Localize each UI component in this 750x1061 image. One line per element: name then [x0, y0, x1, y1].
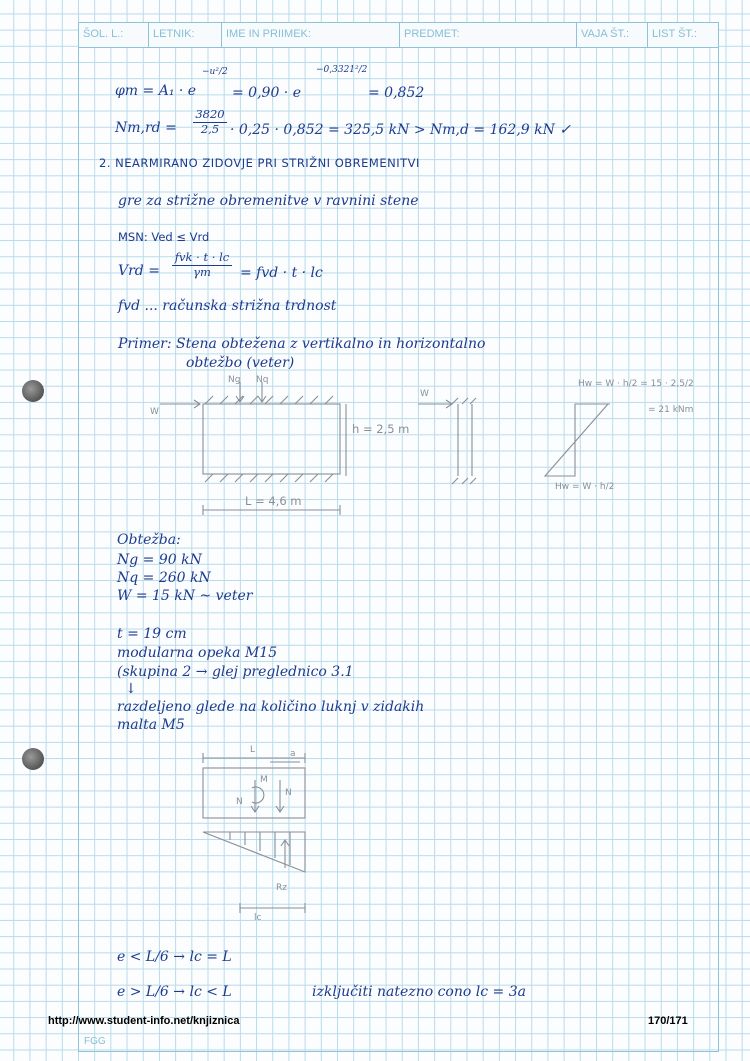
- footer-page-number: 170/171: [648, 1015, 688, 1027]
- moment-bottom-label: Hw = W · h/2: [555, 482, 615, 492]
- formula-phi: φm = A₁ · e: [115, 83, 197, 99]
- header-name: IME IN PRIIMEK:: [222, 23, 400, 47]
- mortar-type: malta M5: [117, 717, 185, 733]
- text-shear-loads: gre za strižne obremenitve v ravnini stene: [118, 193, 419, 209]
- fgg-label: FGG: [84, 1036, 106, 1047]
- formula-phi-result: = 0,852: [368, 85, 425, 101]
- header-subject: PREDMET:: [400, 23, 577, 47]
- header-exercise: VAJA ŠT.:: [577, 23, 648, 47]
- header-year: LETNIK:: [149, 23, 222, 47]
- text-example-wind: obtežbo (veter): [186, 355, 295, 371]
- lc-label: lc: [254, 913, 262, 923]
- fraction-nmrd-denominator: 2,5: [200, 121, 220, 136]
- load-nq: Nq = 260 kN: [117, 570, 211, 586]
- moment-arc: [252, 787, 264, 803]
- cantilever-wind-label: W: [420, 389, 429, 399]
- reaction-label: Rz: [276, 883, 287, 893]
- n-label-left: N: [236, 797, 243, 807]
- reaction-arrow: [281, 840, 289, 868]
- load-ng: Ng = 90 kN: [117, 552, 202, 568]
- moment-label: M: [260, 775, 268, 785]
- condition-small-eccentricity: e < L/6 → lc = L: [117, 949, 232, 965]
- formula-phi-exp2: −0,3321²/2: [316, 65, 368, 75]
- condition-note: izključiti natezno cono lc = 3a: [312, 984, 526, 1000]
- loads-title: Obtežba:: [117, 532, 181, 548]
- text-msn: MSN: Ved ≤ Vrd: [118, 230, 210, 244]
- section-heading: 2. NEARMIRANO ZIDOVJE PRI STRIŽNI OBREMENITVI: [99, 156, 420, 170]
- divided-note: razdeljeno glede na količino luknj v zidakih: [117, 699, 425, 715]
- moment-top-result: = 21 kNm: [648, 405, 694, 415]
- n-arrow-left: [251, 780, 259, 812]
- formula-nmrd-rest: · 0,25 · 0,852 = 325,5 kN > Nm,d = 162,9 kN ✓: [230, 122, 572, 138]
- formula-phi-mid: = 0,90 · e: [232, 85, 301, 101]
- formula-nmrd: Nm,rd =: [115, 120, 177, 136]
- n-arrow-right: [276, 780, 284, 812]
- wind-label: W: [150, 407, 159, 417]
- formula-phi-exp: −u²/2: [202, 67, 228, 77]
- formula-vrd: Vrd =: [118, 263, 160, 279]
- fraction-vrd-numerator: fvk · t · lc: [172, 252, 232, 266]
- fraction-vrd-denominator: γm: [193, 264, 211, 279]
- eccentricity-label: a: [290, 749, 296, 759]
- formula-vrd-rest: = fvd · t · lc: [240, 265, 323, 281]
- nq-label: Nq: [256, 375, 269, 385]
- condition-large-eccentricity: e > L/6 → lc < L: [117, 984, 232, 1000]
- group-arrow: ↓: [125, 681, 137, 697]
- brick-group: (skupina 2 → glej preglednico 3.1: [117, 664, 354, 680]
- header-school: ŠOL. L.:: [79, 23, 149, 47]
- wall-thickness: t = 19 cm: [117, 626, 187, 642]
- ng-label: Ng: [228, 375, 241, 385]
- load-wind: W = 15 kN ~ veter: [117, 588, 253, 604]
- header-sheet: LIST ŠT.:: [652, 28, 698, 40]
- lc-dimension: [240, 903, 305, 913]
- length-top-label: L: [250, 745, 256, 755]
- length-label: L = 4,6 m: [245, 494, 302, 508]
- n-label-right: N: [285, 788, 292, 798]
- stress-hatch: [230, 832, 290, 865]
- text-example: Primer: Stena obtežena z vertikalno in horizontalno: [118, 336, 486, 352]
- moment-top-label: Hw = W · h/2 = 15 · 2,5/2: [578, 379, 694, 389]
- footer-url: http://www.student-info.net/knjiznica: [48, 1015, 240, 1027]
- fraction-nmrd-numerator: 3820: [193, 109, 227, 123]
- text-fvd-definition: fvd ... računska strižna trdnost: [118, 298, 337, 314]
- height-label: h = 2,5 m: [352, 422, 410, 436]
- brick-type: modularna opeka M15: [117, 645, 278, 661]
